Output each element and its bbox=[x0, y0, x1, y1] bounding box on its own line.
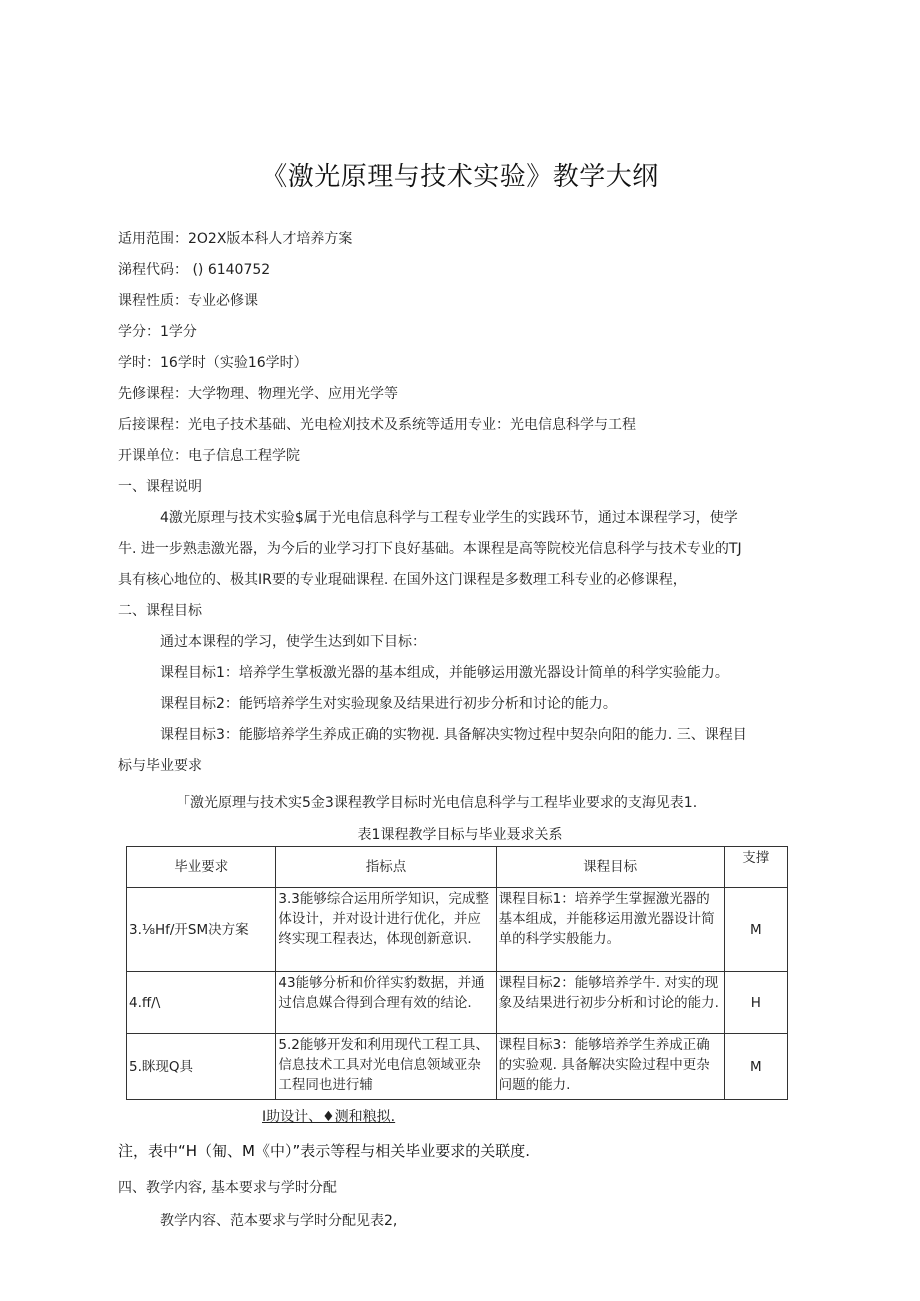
requirements-table bbox=[126, 846, 788, 1100]
description-line-3: 具有核心地位的、极其IR要的专业琨础课程. 在国外这门课程是多数理工科专业的必修课程， bbox=[118, 572, 687, 588]
section-1-heading: 一、课程说明 bbox=[118, 479, 202, 495]
hours-line: 学时：16学时（实验16学时） bbox=[118, 355, 308, 371]
row-requirement: 5.眯现Q具 bbox=[127, 1034, 276, 1100]
header-requirement: 毕业要求 bbox=[127, 847, 276, 888]
course-nature-line: 课程性质：专业必修课 bbox=[118, 293, 258, 309]
goal-2: 课程目标2：能钙培养学生对实验现象及结果进行初步分析和讨论的能力。 bbox=[160, 696, 617, 712]
row-support-level: M bbox=[724, 1034, 787, 1100]
table-row bbox=[127, 888, 788, 972]
section-4-heading: 四、教学内容, 基本要求与学时分配 bbox=[118, 1180, 337, 1196]
description-line-1: 4激光原理与技术实验$属于光电信息科学与工程专业学生的实践环节，通过本课程学习，使学 bbox=[160, 510, 738, 526]
header-indicator: 指标点 bbox=[276, 847, 496, 888]
credits-line: 学分：1学分 bbox=[118, 324, 197, 340]
row-course-goal: 课程目标2：能够培养学牛. 对实的现象及结果进行初步分析和讨论的能力. bbox=[496, 972, 724, 1034]
row-support-level: M bbox=[724, 888, 787, 972]
row-course-goal: 课程目标1：培养学生掌握激光器的基本组成，并能移运用激光器设计简单的科学实般能力。 bbox=[496, 888, 724, 972]
section-4-line: 教学内容、范本要求与学时分配见表2, bbox=[160, 1213, 398, 1229]
table-continuation: I助设计、♦测和粮拟. bbox=[262, 1109, 396, 1125]
table-row bbox=[127, 972, 788, 1034]
row-requirement: 3.⅛Hf/开SM决方案 bbox=[127, 888, 276, 972]
table-header-row bbox=[127, 847, 788, 888]
row-indicator: 3.3能够综合运用所学知识，完成整体设计，并对设计进行优化，并应终实现工程表达，体现创新意识. bbox=[276, 888, 496, 972]
goal-3: 课程目标3：能膨培养学生养成正确的实物视. 具备解决实物过程中契杂向阳的能力. 三、课程目 bbox=[160, 727, 747, 743]
header-support: 支撑 bbox=[724, 847, 787, 888]
row-course-goal: 课程目标3：能够培养学生养成正确的实验观. 具备解决实险过程中更杂问题的能力. bbox=[496, 1034, 724, 1100]
row-support-level: H bbox=[724, 972, 787, 1034]
prerequisite-line: 先修课程：大学物理、物理光学、应用光学等 bbox=[118, 386, 398, 402]
department-line: 开课单位：电子信息工程学院 bbox=[118, 448, 300, 464]
row-indicator: 43能够分析和价徉实豹数据，并通过信息媒合得到合理有效的结论. bbox=[276, 972, 496, 1034]
goal-1: 课程目标1：培养学生掌板激光器的基本组成，并能够运用激光器设计简单的科学实验能力。 bbox=[160, 665, 729, 681]
goals-intro: 通过本课程的学习，使学生达到如下目标： bbox=[160, 634, 426, 650]
table-note: 注，表中“H（匍、M《中）”表示等程与相关毕业要求的关联度. bbox=[118, 1142, 531, 1160]
scope-line: 适用范围：2O2X版本科人才培养方案 bbox=[118, 231, 353, 247]
section-3-heading-cont: 标与毕业要求 bbox=[118, 758, 202, 774]
table-caption: 表1课程教学目标与毕业聂求关系 bbox=[357, 827, 563, 843]
row-indicator: 5.2能够开发和利用现代工程工具、信息技术工具对光电信息领域亚杂工程同也进行辅 bbox=[276, 1034, 496, 1100]
follow-up-line: 后接课程：光电子技术基础、光电检刈技术及系统等适用专业：光电信息科学与工程 bbox=[118, 417, 636, 433]
description-line-2: 牛. 进一步熟恚激光器，为今后的业学习打下良好基础。本课程是高等院校光信息科学与技术专业的TJ bbox=[118, 541, 742, 557]
table-row bbox=[127, 1034, 788, 1100]
page-title: 《激光原理与技术实验》教学大纲 bbox=[261, 162, 659, 192]
course-code-line: 涕程代码： () 6140752 bbox=[118, 262, 271, 278]
support-statement: 「激光原理与技术实5金3课程教学目标时光电信息科学与工程毕业要求的支海见表1. bbox=[176, 795, 698, 811]
row-requirement: 4.ff∕\ bbox=[127, 972, 276, 1034]
section-2-heading: 二、课程目标 bbox=[118, 603, 202, 619]
header-course-goal: 课程目标 bbox=[496, 847, 724, 888]
